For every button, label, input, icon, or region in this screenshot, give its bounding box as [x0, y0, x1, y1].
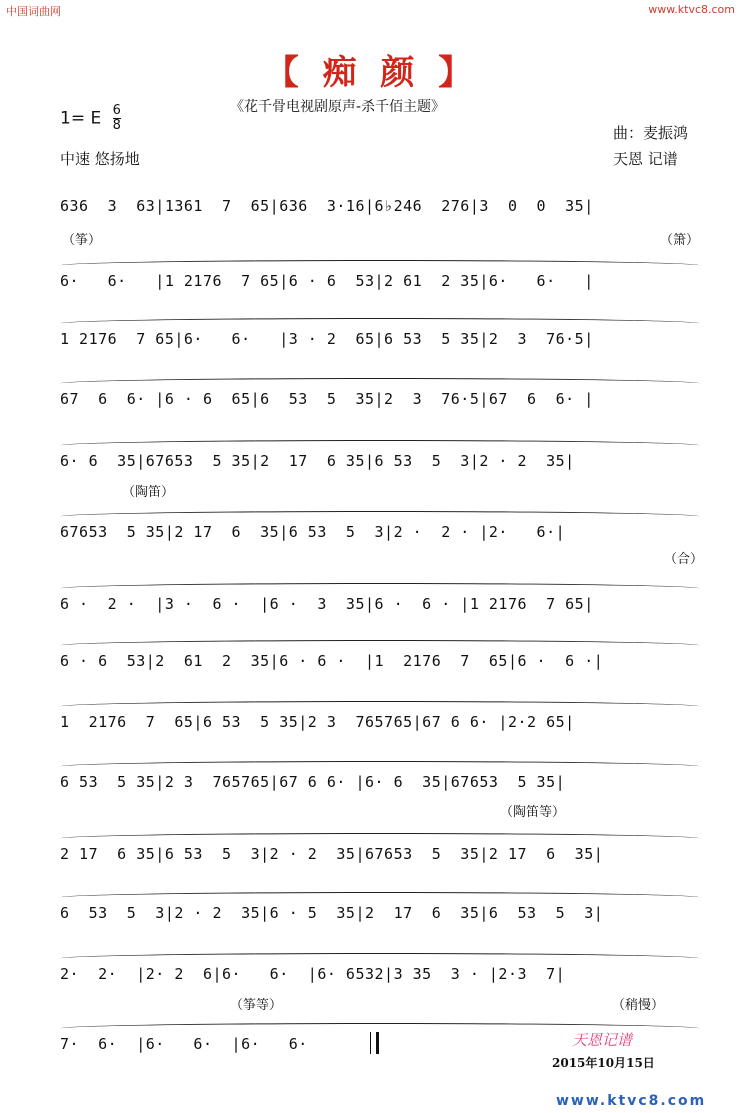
score-line-text: 1 2176 7 65|6 53 5 35|2 3 765765|67 6 6· |2·2 65| [60, 713, 575, 731]
score-line-text: 2· 2· |2· 2 6|6· 6· |6· 6532|3 35 3 · |2·3 7| [60, 965, 566, 983]
score-line-text: 6· 6 35|67653 5 35|2 17 6 35|6 53 5 3|2 · 2 35| [60, 452, 575, 470]
score-line-text: 636 3 63|1361 7 65|636 3·16|6♭246 276|3 0 0 35| [60, 197, 594, 215]
key-label: 1= E [60, 108, 102, 129]
phrase-slur [60, 378, 700, 389]
transcription-date: 2015年10月15日 [552, 1056, 655, 1070]
score-line-text: 6· 6· |1 2176 7 65|6 · 6 53|2 61 2 35|6· 6· | [60, 272, 594, 290]
score-line-text: 67653 5 35|2 17 6 35|6 53 5 3|2 · 2 · |2· 6·| [60, 523, 566, 541]
site-url-right: www.ktvc8.com [648, 3, 735, 16]
phrase-slur [60, 260, 700, 271]
score-line [60, 773, 708, 829]
score-line-text: 7· 6· |6· 6· |6· 6· [60, 1035, 327, 1053]
annotation-he: （合） [664, 552, 704, 567]
phrase-slur [60, 701, 700, 712]
transcriber-credit: 天恩 记谱 [613, 150, 678, 168]
score-line-text: 1 2176 7 65|6· 6· |3 · 2 65|6 53 5 35|2 3 76·5| [60, 330, 594, 348]
score-line-text: 67 6 6· |6 · 6 65|6 53 5 35|2 3 76·5|67 6 6· | [60, 390, 594, 408]
phrase-slur [60, 318, 700, 329]
site-logo-left: 中国词曲网 [6, 5, 61, 18]
phrase-slur [60, 511, 700, 522]
annotation-zheng: （筝） [62, 233, 102, 248]
phrase-slur [60, 892, 700, 903]
annotation-shaoman: （稍慢） [612, 998, 665, 1013]
annotation-taodi-deng: （陶笛等） [500, 805, 566, 820]
annotation-zheng-deng: （筝等） [230, 998, 283, 1013]
song-subtitle: 《花千骨电视剧原声-杀千佰主题》 [230, 99, 446, 115]
phrase-slur [60, 833, 700, 844]
annotation-taodi: （陶笛） [122, 485, 175, 500]
score-line [60, 390, 708, 446]
score-line-text: 6 · 6 53|2 61 2 35|6 · 6 · |1 2176 7 65|6 · 6 ·| [60, 652, 604, 670]
score-line [60, 904, 708, 960]
composer-credit: 曲：麦振鸿 [613, 124, 689, 142]
footer-url: www.ktvc8.com [556, 1093, 707, 1109]
time-signature [113, 104, 121, 133]
score-line-text: 2 17 6 35|6 53 5 3|2 · 2 35|67653 5 35|2 17 6 35| [60, 845, 604, 863]
time-denominator: 8 [112, 118, 121, 133]
time-numerator: 6 [112, 103, 121, 118]
key-signature [60, 104, 121, 133]
tempo-marking: 中速 悠扬地 [60, 150, 140, 168]
score-line [60, 197, 708, 253]
phrase-slur [60, 761, 700, 772]
phrase-slur [60, 953, 700, 964]
song-title: 【 痴 颜 】 [264, 53, 479, 93]
transcriber-stamp: 天恩记谱 [572, 1031, 633, 1049]
score-line-text: 6 53 5 3|2 · 2 35|6 · 5 35|2 17 6 35|6 53 5 3| [60, 904, 604, 922]
score-line-text: 6 · 2 · |3 · 6 · |6 · 3 35|6 · 6 · |1 2176 7 65| [60, 595, 594, 613]
score-line [60, 652, 708, 708]
score-line [60, 523, 708, 579]
phrase-slur [60, 440, 700, 451]
score-line [60, 965, 708, 1021]
final-barline [370, 1032, 379, 1054]
phrase-slur [60, 583, 700, 594]
annotation-xiao: （箫） [660, 233, 700, 248]
score-line-text: 6 53 5 35|2 3 765765|67 6 6· |6· 6 35|67653 5 35| [60, 773, 566, 791]
phrase-slur [60, 640, 700, 651]
